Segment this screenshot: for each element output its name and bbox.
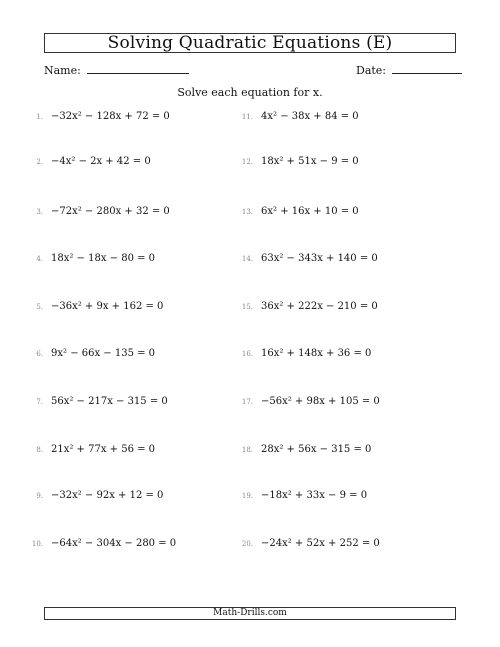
problem-item [25, 489, 163, 503]
problem-number: 9. [36, 492, 43, 500]
problem-item [25, 395, 168, 409]
instructions: Solve each equation for x. [177, 86, 323, 99]
worksheet-title: Solving Quadratic Equations (E) [44, 33, 456, 53]
problem-equation: −36x² + 9x + 162 = 0 [51, 301, 164, 312]
problem-equation: −72x² − 280x + 32 = 0 [51, 206, 170, 217]
problem-equation: 9x² − 66x − 135 = 0 [51, 348, 156, 359]
problem-equation: 16x² + 148x + 36 = 0 [261, 348, 372, 359]
problem-item [235, 205, 359, 219]
problem-equation: −32x² − 128x + 72 = 0 [51, 111, 170, 122]
name-line [87, 63, 189, 74]
problem-number: 14. [241, 255, 253, 263]
problem-equation: −64x² − 304x − 280 = 0 [51, 538, 177, 549]
problem-number: 16. [241, 350, 253, 358]
problem-number: 12. [241, 158, 253, 166]
problem-item [25, 443, 155, 457]
problem-equation: 63x² − 343x + 140 = 0 [261, 253, 378, 264]
problem-equation: −56x² + 98x + 105 = 0 [261, 396, 380, 407]
problem-item [235, 443, 371, 457]
problem-equation: 36x² + 222x − 210 = 0 [261, 301, 378, 312]
problem-number: 11. [241, 113, 253, 121]
date-field [356, 63, 462, 77]
name-label: Name: [44, 64, 81, 77]
problem-number: 6. [36, 350, 43, 358]
problem-item [235, 347, 371, 361]
problem-number: 2. [36, 158, 43, 166]
problem-item [25, 110, 170, 124]
footer-credit: Math-Drills.com [44, 607, 456, 620]
problem-equation: −4x² − 2x + 42 = 0 [51, 156, 151, 167]
problem-number: 7. [36, 398, 43, 406]
problem-item [25, 205, 170, 219]
problem-item [235, 110, 359, 124]
problem-equation: 6x² + 16x + 10 = 0 [261, 206, 359, 217]
problem-item [235, 300, 378, 314]
problem-number: 15. [241, 303, 253, 311]
problem-equation: 4x² − 38x + 84 = 0 [261, 111, 359, 122]
problem-number: 13. [241, 208, 253, 216]
problem-equation: −18x² + 33x − 9 = 0 [261, 490, 368, 501]
problem-item [25, 252, 155, 266]
problem-item [235, 537, 380, 551]
problem-item [235, 489, 367, 503]
date-label: Date: [356, 64, 387, 77]
problem-number: 4. [36, 255, 43, 263]
date-line [392, 63, 462, 74]
problem-number: 19. [241, 492, 253, 500]
problem-equation: 28x² + 56x − 315 = 0 [261, 444, 372, 455]
problem-item [25, 300, 163, 314]
problem-number: 8. [36, 446, 43, 454]
problem-item [235, 155, 359, 169]
problem-number: 3. [36, 208, 43, 216]
problem-item [235, 395, 380, 409]
problem-equation: 18x² − 18x − 80 = 0 [51, 253, 156, 264]
problem-number: 1. [36, 113, 43, 121]
problem-equation: 21x² + 77x + 56 = 0 [51, 444, 156, 455]
problem-number: 17. [241, 398, 253, 406]
problem-number: 20. [241, 540, 253, 548]
problem-equation: 56x² − 217x − 315 = 0 [51, 396, 168, 407]
problem-item [25, 155, 151, 169]
problem-equation: −32x² − 92x + 12 = 0 [51, 490, 164, 501]
problem-item [25, 347, 155, 361]
problem-equation: 18x² + 51x − 9 = 0 [261, 156, 359, 167]
problem-equation: −24x² + 52x + 252 = 0 [261, 538, 380, 549]
name-field [44, 63, 189, 77]
problem-number: 18. [241, 446, 253, 454]
problem-number: 5. [36, 303, 43, 311]
problem-item [235, 252, 378, 266]
problem-item [25, 537, 176, 551]
problem-number: 10. [31, 540, 43, 548]
